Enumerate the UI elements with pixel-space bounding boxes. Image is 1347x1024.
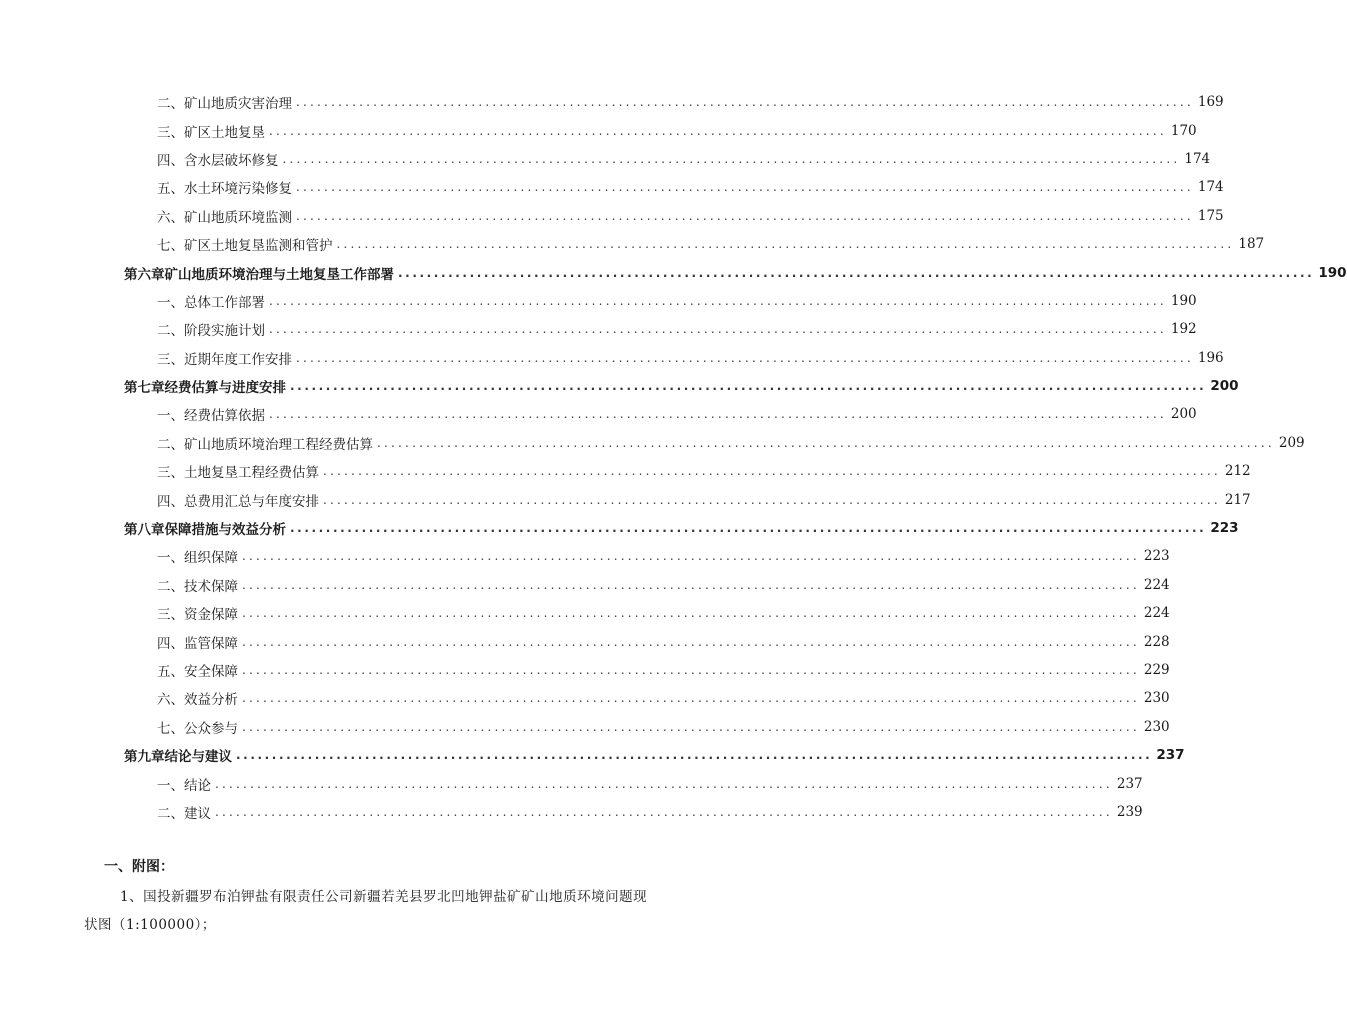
toc-page-number: 224 <box>1143 605 1170 622</box>
toc-dot-leader: ................................................................................................................................ <box>336 237 1235 252</box>
toc-entry-label: 七、矿区土地复垦监测和管护 <box>157 238 333 255</box>
toc-dot-leader: ................................................................................................................................ <box>215 804 1113 819</box>
toc-dot-leader: ................................................................................................................................ <box>296 95 1194 110</box>
toc-entry[interactable] <box>0 116 1197 144</box>
toc-entry-label: 七、公众参与 <box>157 720 238 737</box>
toc-page-number: 175 <box>1197 207 1224 224</box>
toc-entry[interactable] <box>0 542 1170 570</box>
toc-page-number: 169 <box>1197 94 1224 111</box>
toc-entry-label: 四、总费用汇总与年度安排 <box>157 493 319 510</box>
toc-chapter-number: 第八章 <box>124 522 165 539</box>
toc-page-number: 223 <box>1143 548 1170 565</box>
toc-entry-label: 三、资金保障 <box>157 607 238 624</box>
toc-entry[interactable] <box>0 713 1170 741</box>
toc-entry-label: 四、含水层破坏修复 <box>157 152 279 169</box>
toc-dot-leader: ................................................................................................................................ <box>236 748 1153 763</box>
toc-page-number: 190 <box>1318 264 1347 281</box>
toc-page-number: 196 <box>1197 349 1224 366</box>
table-of-contents <box>0 88 1347 826</box>
toc-chapter-title: 保障措施与效益分析 <box>164 522 286 539</box>
toc-page-number: 228 <box>1143 633 1170 650</box>
toc-entry-label: 六、矿山地质环境监测 <box>157 209 292 226</box>
toc-entry-label: 二、矿山地质灾害治理 <box>157 96 292 113</box>
toc-page-number: 224 <box>1143 576 1170 593</box>
toc-dot-leader: ................................................................................................................................ <box>323 464 1221 479</box>
toc-entry[interactable] <box>0 88 1224 116</box>
toc-entry[interactable] <box>0 656 1170 684</box>
toc-chapter-title: 结论与建议 <box>164 749 232 766</box>
toc-page-number: 174 <box>1184 150 1211 167</box>
toc-chapter-entry[interactable] <box>0 741 1185 769</box>
toc-page-number: 200 <box>1170 406 1197 423</box>
toc-entry[interactable] <box>0 457 1251 485</box>
toc-entry[interactable] <box>0 798 1143 826</box>
toc-page-number: 230 <box>1143 690 1170 707</box>
toc-page-number: 237 <box>1156 747 1185 764</box>
toc-chapter-number: 第九章 <box>124 749 165 766</box>
toc-page-number: 229 <box>1143 662 1170 678</box>
toc-page-number: 239 <box>1116 803 1143 820</box>
toc-entry-label: 三、矿区土地复垦 <box>157 124 265 141</box>
toc-entry-label: 四、监管保障 <box>157 635 238 652</box>
toc-chapter-title: 经费估算与进度安排 <box>164 380 286 397</box>
toc-page-number: 190 <box>1170 292 1197 309</box>
toc-entry[interactable] <box>0 344 1224 372</box>
toc-entry-label: 六、效益分析 <box>157 692 238 709</box>
toc-dot-leader: ................................................................................................................................ <box>282 151 1181 166</box>
toc-page-number: 212 <box>1224 463 1251 480</box>
toc-dot-leader: ................................................................................................................................ <box>242 634 1140 649</box>
toc-entry-label: 一、总体工作部署 <box>157 294 265 311</box>
toc-chapter-entry[interactable] <box>0 258 1347 286</box>
toc-entry[interactable] <box>0 287 1197 315</box>
toc-entry[interactable] <box>0 627 1170 655</box>
toc-page-number: 192 <box>1170 321 1197 338</box>
toc-dot-leader: ................................................................................................................................ <box>377 435 1275 450</box>
toc-entry-label: 二、阶段实施计划 <box>157 323 265 340</box>
toc-entry[interactable] <box>0 400 1197 428</box>
toc-entry[interactable] <box>0 599 1170 627</box>
toc-entry[interactable] <box>0 202 1224 230</box>
toc-dot-leader: ................................................................................................................................ <box>242 549 1140 564</box>
toc-dot-leader: ................................................................................................................................ <box>296 350 1194 365</box>
toc-entry-label: 二、矿山地质环境治理工程经费估算 <box>157 436 373 453</box>
toc-entry-label: 三、土地复垦工程经费估算 <box>157 465 319 482</box>
toc-entry[interactable] <box>0 571 1170 599</box>
toc-dot-leader: ................................................................................................................................ <box>242 577 1140 592</box>
toc-dot-leader: ................................................................................................................................ <box>323 492 1221 507</box>
toc-dot-leader: ................................................................................................................................ <box>269 322 1167 337</box>
toc-chapter-entry[interactable] <box>0 372 1239 400</box>
toc-entry-label: 一、结论 <box>157 777 211 794</box>
toc-entry[interactable] <box>0 429 1305 457</box>
toc-entry-label: 五、水土环境污染修复 <box>157 181 292 198</box>
toc-page-number: 174 <box>1197 179 1224 196</box>
toc-entry-label: 二、技术保障 <box>157 578 238 595</box>
toc-page-number: 200 <box>1210 378 1239 395</box>
toc-entry[interactable] <box>0 173 1224 201</box>
toc-dot-leader: ................................................................................................................................ <box>398 265 1315 280</box>
toc-page-number: 187 <box>1238 236 1265 253</box>
toc-entry-label: 三、近期年度工作安排 <box>157 351 292 368</box>
toc-entry[interactable] <box>0 145 1211 173</box>
toc-dot-leader: ................................................................................................................................ <box>269 407 1167 422</box>
toc-chapter-title: 矿山地质环境治理与土地复垦工作部署 <box>164 266 394 283</box>
toc-entry[interactable] <box>0 230 1265 258</box>
toc-dot-leader: ................................................................................................................................ <box>296 208 1194 223</box>
appendix-figure-item: 1、国投新疆罗布泊钾盐有限责任公司新疆若羌县罗北凹地钾盐矿矿山地质环境问题现状图（1:100000）； <box>84 889 648 933</box>
toc-dot-leader: ................................................................................................................................ <box>269 123 1167 138</box>
toc-dot-leader: ................................................................................................................................ <box>290 379 1207 394</box>
toc-entry[interactable] <box>0 485 1251 513</box>
toc-dot-leader: ................................................................................................................................ <box>242 606 1140 621</box>
toc-page-number: 209 <box>1278 434 1305 451</box>
toc-entry-label: 一、经费估算依据 <box>157 408 265 425</box>
toc-chapter-number: 第六章 <box>124 266 165 283</box>
toc-entry-label: 五、安全保障 <box>157 664 238 680</box>
toc-dot-leader: ................................................................................................................................ <box>242 663 1140 677</box>
toc-page-number: 170 <box>1170 122 1197 139</box>
toc-entry-label: 一、组织保障 <box>157 550 238 567</box>
appendix-heading: 一、附图： <box>104 859 174 875</box>
toc-page-number: 217 <box>1224 491 1251 508</box>
toc-page-number: 237 <box>1116 775 1143 792</box>
toc-dot-leader: ................................................................................................................................ <box>290 521 1207 536</box>
toc-chapter-number: 第七章 <box>124 380 165 397</box>
toc-dot-leader: ................................................................................................................................ <box>269 293 1167 308</box>
toc-chapter-entry[interactable] <box>0 514 1239 542</box>
toc-entry[interactable] <box>0 769 1143 797</box>
toc-entry[interactable] <box>0 315 1197 343</box>
toc-page-number: 223 <box>1210 520 1239 537</box>
toc-page-number: 230 <box>1143 718 1170 735</box>
toc-dot-leader: ................................................................................................................................ <box>242 719 1140 734</box>
toc-entry[interactable] <box>0 684 1170 712</box>
toc-entry-label: 二、建议 <box>157 805 211 822</box>
toc-dot-leader: ................................................................................................................................ <box>296 180 1194 195</box>
toc-dot-leader: ................................................................................................................................ <box>242 691 1140 706</box>
toc-dot-leader: ................................................................................................................................ <box>215 776 1113 791</box>
